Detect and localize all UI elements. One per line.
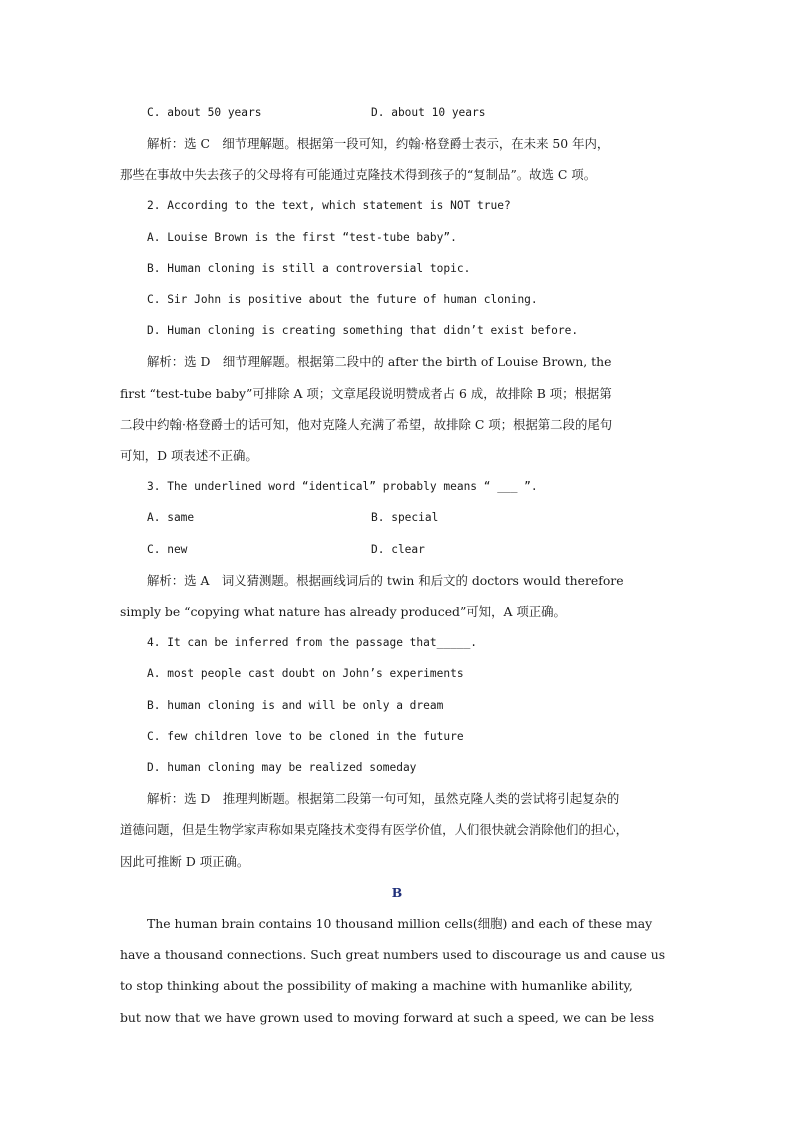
q4-analysis-line-3: 因此可推断 D 项正确。 [120,854,250,869]
passage-b-line-1: The human brain contains 10 thousand million cells(细胞) and each of these may [147,916,653,931]
q2-option-d: D. Human cloning is creating something that didn’t exist before. [147,324,579,337]
passage-b-line-3: to stop thinking about the possibility of making a machine with humanlike ability, [120,978,633,993]
q1-option-d: D. about 10 years [371,106,486,119]
q2-analysis-line-3: 二段中约翰·格登爵士的话可知，他对克隆人充满了希望，故排除 C 项；根据第二段的尾句 [120,417,613,432]
q2-option-c: C. Sir John is positive about the future of human cloning. [147,293,538,306]
q3-option-d: D. clear [371,543,425,556]
q4-analysis-line-2: 道德问题，但是生物学家声称如果克隆技术变得有医学价值，人们很快就会消除他们的担心， [120,822,629,837]
section-heading-b: B [391,885,403,900]
q4-option-b: B. human cloning is and will be only a dream [147,699,444,712]
q3-option-c: C. new [147,543,188,556]
q2-stem: 2. According to the text, which statement is NOT true? [147,199,511,212]
q4-stem: 4. It can be inferred from the passage that_____. [147,636,478,649]
q4-option-c: C. few children love to be cloned in the future [147,730,464,743]
q1-option-c: C. about 50 years [147,106,262,119]
q3-analysis-line-2: simply be “copying what nature has already produced”可知，A 项正确。 [120,604,566,619]
q3-option-a: A. same [147,511,195,524]
passage-b-line-4: but now that we have grown used to moving forward at such a speed, we can be less [120,1010,655,1025]
q1-analysis-line-1: 解析：选 C 细节理解题。根据第一段可知，约翰·格登爵士表示，在未来 50 年内， [147,136,610,151]
q2-option-b: B. Human cloning is still a controversial topic. [147,262,471,275]
q1-analysis-line-2: 那些在事故中失去孩子的父母将有可能通过克隆技术得到孩子的“复制品”。故选 C 项。 [120,167,597,182]
q3-option-b: B. special [371,511,439,524]
passage-b-line-2: have a thousand connections. Such great numbers used to discourage us and cause us [120,947,666,962]
q4-option-a: A. most people cast doubt on John’s experiments [147,667,464,680]
q3-analysis-line-1: 解析：选 A 词义猜测题。根据画线词后的 twin 和后文的 doctors would therefore [147,573,624,588]
q2-analysis-line-1: 解析：选 D 细节理解题。根据第二段中的 after the birth of Louise Brown, the [147,354,612,369]
q3-stem: 3. The underlined word “identical” probably means “ ___ ”. [147,480,538,493]
q4-option-d: D. human cloning may be realized someday [147,761,417,774]
q2-analysis-line-2: first “test-tube baby”可排除 A 项；文章尾段说明赞成者占 6 成，故排除 B 项；根据第 [120,386,612,401]
q4-analysis-line-1: 解析：选 D 推理判断题。根据第二段第一句可知，虽然克隆人类的尝试将引起复杂的 [147,791,620,806]
q2-option-a: A. Louise Brown is the first “test-tube baby”. [147,231,457,244]
q2-analysis-line-4: 可知，D 项表述不正确。 [120,448,258,463]
